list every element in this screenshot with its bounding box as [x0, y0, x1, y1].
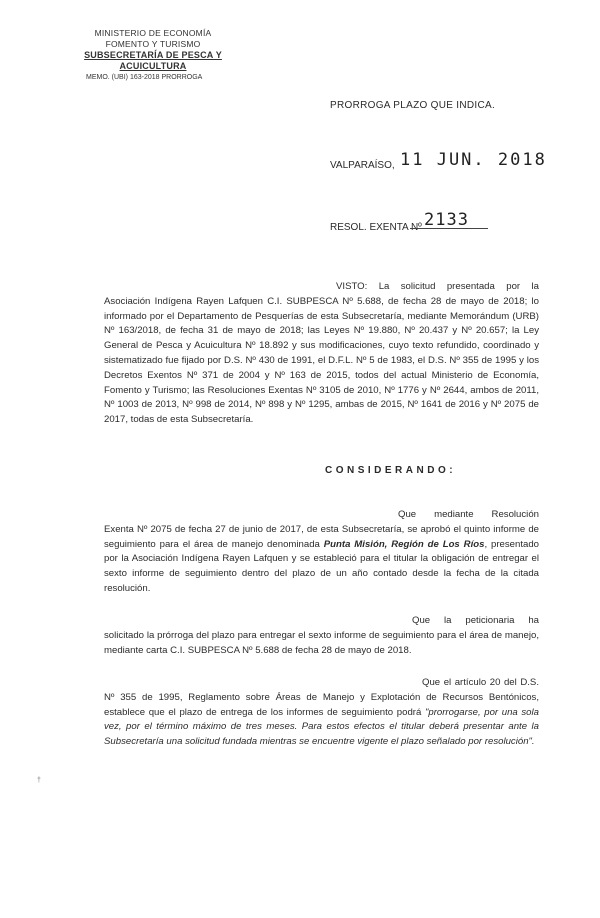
place-label: VALPARAÍSO,	[330, 160, 395, 171]
letterhead-undersecretariat: SUBSECRETARÍA DE PESCA Y ACUICULTURA	[84, 50, 222, 71]
visto-lead: VISTO:	[336, 281, 368, 292]
c1-text-a: Que mediante Resolución Exenta Nº 2075 de fecha 27 de junio de 2017, de esta Subsecretaría, se aprobó el quinto informe de seguimiento para el área de manejo denominada	[104, 509, 539, 550]
resolution-label: RESOL. EXENTA Nº	[330, 222, 422, 233]
visto-paragraph	[104, 280, 539, 428]
c2-text: Que la peticionaria ha solicitado la prórroga del plazo para entregar el sexto informe de seguimiento para el área de manejo, mediante carta C.I. SUBPESCA Nº 5.688 de fecha 28 de mayo de 2018.	[104, 615, 539, 656]
c3-quote: "prorrogarse, por una sola vez, por el término máximo de tres meses. Para estos efectos el titular deberá presentar ante la Subsecretaría una solicitud fundada mientras se encuentre vigente el plazo señalado por resolución".	[104, 706, 539, 748]
considerando-paragraph-3	[104, 676, 539, 750]
letterhead-memo-ref: MEMO. (UBI) 163-2018 PRORROGA	[86, 74, 203, 81]
letterhead	[58, 28, 248, 83]
considerando-paragraph-1	[104, 508, 539, 597]
c1-area-name: Punta Misión, Región de Los Ríos	[323, 538, 485, 550]
resolution-underline	[410, 228, 488, 229]
considerando-heading: CONSIDERANDO:	[325, 465, 457, 476]
resolution-number: 2133	[424, 210, 469, 230]
margin-mark: †	[37, 777, 41, 784]
letterhead-ministry: MINISTERIO DE ECONOMÍA	[94, 28, 212, 38]
visto-text: La solicitud presentada por la Asociación Indígena Rayen Lafquen C.I. SUBPESCA Nº 5.688, de fecha 28 de mayo de 2018; lo informado por el Departamento de Pesquerías de esta Subsecretaría, mediante Memorándum (URB) Nº 163/2018, de fecha 31 de mayo de 2018; las Leyes Nº 19.880, Nº 20.437 y Nº 20.657; la Ley General de Pesca y Acuicultura Nº 18.892 y sus modificaciones, cuyo texto refundido, coordinado y sistematizado fue fijado por D.S. Nº 430 de 1991, el D.F.L. Nº 5 de 1983, el D.S. Nº 355 de 1995 y los Decretos Exentos Nº 371 de 2004 y Nº 163 de 2015, todos del actual Ministerio de Economía, Fomento y Turismo; las Resoluciones Exentas Nº 3105 de 2010, Nº 1776 y Nº 2644, ambos de 2011, Nº 1003 de 2013, Nº 998 de 2014, Nº 898 y Nº 1295, ambas de 2015, Nº 1641 de 2016 y Nº 2075 de 2017, todas de esta Subsecretaría.	[104, 281, 539, 426]
considerando-paragraph-2	[104, 614, 539, 658]
c1-text-c: , presentado por la Asociación Indígena Rayen Lafquen y se estableció para el titular la obligación de entregar el sexto informe de seguimiento dentro del plazo de un año contado desde la fecha de la citada resolución.	[104, 538, 540, 594]
document-subject: PRORROGA PLAZO QUE INDICA.	[330, 100, 496, 111]
letterhead-ministry-sub: FOMENTO Y TURISMO	[105, 39, 201, 49]
date-stamp: 11 JUN. 2018	[400, 150, 547, 170]
c3-text-a: Que el artículo 20 del D.S. Nº 355 de 1995, Reglamento sobre Áreas de Manejo y Explotación de Recursos Bentónicos, establece que el plazo de entrega de los informes de seguimiento podrá	[104, 677, 539, 718]
